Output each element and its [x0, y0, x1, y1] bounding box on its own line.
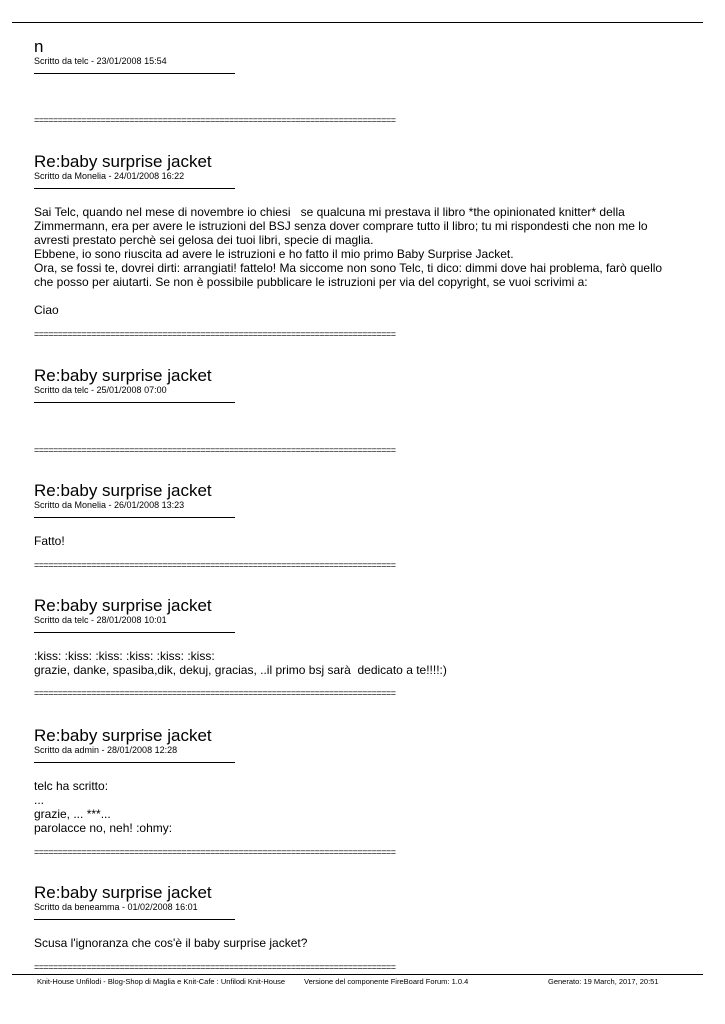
post-title: Re:baby surprise jacket [34, 596, 212, 615]
post-title: n [34, 37, 44, 56]
post-separator: ============================================================================ [34, 329, 396, 339]
post-body-line: telc ha scritto: [34, 779, 109, 793]
post-body-line: grazie, danke, spasiba,dik, dekuj, gracias, ..il primo bsj sarà dedicato a te!!!!:) [34, 663, 447, 677]
post-body-line: Scusa l'ignoranza che cos'è il baby surprise jacket? [34, 936, 308, 950]
forum-post [34, 367, 674, 403]
forum-post [34, 597, 674, 677]
post-title: Re:baby surprise jacket [34, 152, 212, 171]
meta-rule [34, 632, 235, 633]
meta-rule [34, 188, 235, 189]
footer-site-name: Knit-House Unfilodi - Blog-Shop di Maglia e Knit-Cafe : Unfilodi Knit-House [37, 977, 286, 986]
post-body [34, 649, 674, 677]
post-body-line: Fatto! [34, 534, 65, 548]
meta-rule [34, 402, 235, 403]
post-meta: Scritto da Monelia - 26/01/2008 13:23 [34, 500, 185, 510]
post-body-line: Ora, se fossi te, dovrei dirti: arrangiati! fattelo! Ma siccome non sono Telc, ti dico: dimmi dove hai problema, farò quello [34, 261, 663, 275]
post-body-line: ... [34, 793, 45, 807]
post-separator: ============================================================================ [34, 115, 396, 125]
post-separator: ============================================================================ [34, 962, 396, 972]
post-body-line: Ciao [34, 303, 59, 317]
post-body-line: Ebbene, io sono riuscita ad avere le istruzioni e ho fatto il mio primo Baby Surprise Jacket. [34, 247, 514, 261]
post-meta: Scritto da admin - 28/01/2008 12:28 [34, 745, 178, 755]
post-separator: ============================================================================ [34, 847, 396, 857]
post-separator: ============================================================================ [34, 445, 396, 455]
post-body [34, 936, 674, 950]
post-body-line: grazie, ... ***... [34, 807, 111, 821]
post-meta: Scritto da telc - 25/01/2008 07:00 [34, 385, 167, 395]
footer-version: Versione del componente FireBoard Forum: 1.0.4 [304, 977, 469, 986]
forum-post [34, 482, 674, 548]
post-meta: Scritto da telc - 28/01/2008 10:01 [34, 615, 167, 625]
footer-rule [12, 974, 703, 975]
post-body-line: Zimmermann, era per avere le istruzioni del BSJ senza dover comprare tutto il libro; tu mi rispondesti che non me lo [34, 219, 648, 233]
post-title: Re:baby surprise jacket [34, 366, 212, 385]
forum-post [34, 727, 674, 835]
post-body-line: avresti prestato perchè sei gelosa dei tuoi libri, specie di maglia. [34, 233, 374, 247]
forum-post [34, 38, 674, 74]
post-title: Re:baby surprise jacket [34, 726, 212, 745]
post-separator: ============================================================================ [34, 560, 396, 570]
post-body-line: :kiss: :kiss: :kiss: :kiss: :kiss: :kiss: [34, 649, 215, 663]
post-meta: Scritto da telc - 23/01/2008 15:54 [34, 56, 167, 66]
top-rule [12, 22, 703, 23]
post-meta: Scritto da beneamma - 01/02/2008 16:01 [34, 902, 198, 912]
post-meta: Scritto da Monelia - 24/01/2008 16:22 [34, 171, 185, 181]
post-title: Re:baby surprise jacket [34, 481, 212, 500]
post-body [34, 779, 674, 835]
forum-post [34, 153, 674, 317]
post-body-line: che posso per aiutarti. Se non è possibile pubblicare le istruzioni per via del copyright, se vuoi scrivimi a: [34, 275, 588, 289]
post-title: Re:baby surprise jacket [34, 883, 212, 902]
post-body-line [34, 289, 674, 303]
meta-rule [34, 73, 235, 74]
post-body [34, 534, 674, 548]
footer-generated: Generato: 19 March, 2017, 20:51 [548, 977, 659, 986]
post-body-line: Sai Telc, quando nel mese di novembre io chiesi se qualcuna mi prestava il libro *the opinionated knitter* della [34, 205, 625, 219]
meta-rule [34, 517, 235, 518]
post-body [34, 205, 674, 317]
forum-post [34, 884, 674, 950]
post-separator: ============================================================================ [34, 688, 396, 698]
meta-rule [34, 919, 235, 920]
post-body-line: parolacce no, neh! :ohmy: [34, 821, 173, 835]
meta-rule [34, 762, 235, 763]
